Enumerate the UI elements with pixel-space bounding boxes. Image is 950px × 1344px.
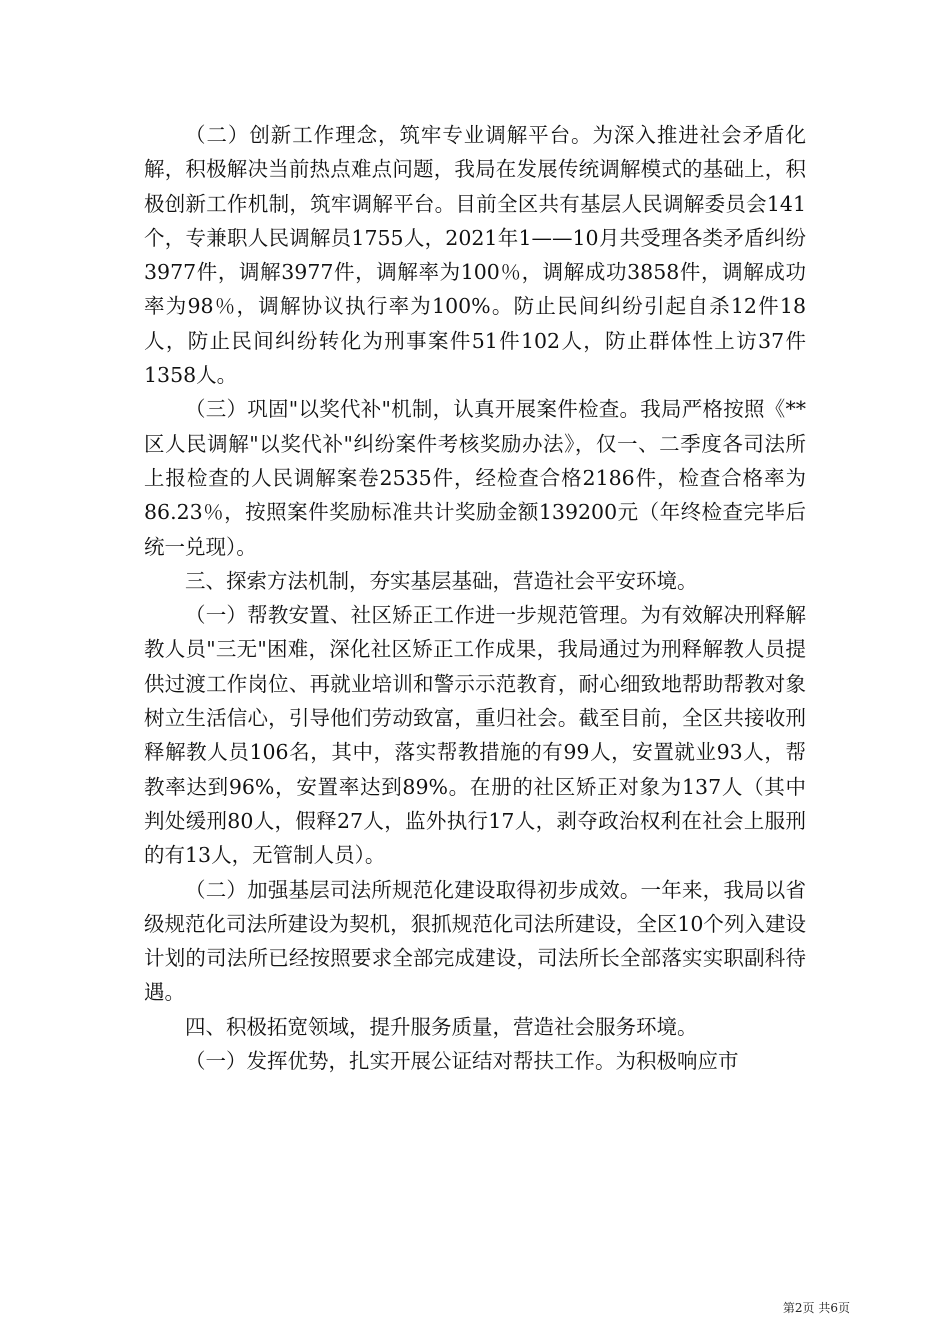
paragraph-community-correction: （一）帮教安置、社区矫正工作进一步规范管理。为有效解决刑释解教人员"三无"困难，深化社区矫正工作成果，我局通过为刑释解教人员提供过渡工作岗位、再就业培训和警示示范教育，耐心细致地帮助帮教对象树立生活信心，引导他们劳动致富，重归社会。截至目前，全区共接收刑释解教人员106名，其中，落实帮教措施的有99人，安置就业93人，帮教率达到96%，安置率达到89%。在册的社区矫正对象为137人（其中判处缓刑80人，假释27人，监外执行17人，剥夺政治权利在社会上服刑的有13人，无管制人员）。	[144, 603, 806, 868]
section-heading-three: 三、探索方法机制，夯实基层基础，营造社会平安环境。	[185, 568, 698, 593]
paragraph-judicial-office: （二）加强基层司法所规范化建设取得初步成效。一年来，我局以省级规范化司法所建设为契机，狠抓规范化司法所建设，全区10个列入建设计划的司法所已经按照要求全部完成建设，司法所长全部落实实职副科待遇。	[144, 877, 806, 1005]
section-heading-four: 四、积极拓宽领域，提升服务质量，营造社会服务环境。	[185, 1014, 698, 1039]
paragraph-mediation-platform: （二）创新工作理念，筑牢专业调解平台。为深入推进社会矛盾化解，积极解决当前热点难点问题，我局在发展传统调解模式的基础上，积极创新工作机制，筑牢调解平台。目前全区共有基层人民调解委员会141个，专兼职人民调解员1755人，2021年1——10月共受理各类矛盾纠纷3977件，调解3977件，调解率为100％，调解成功3858件，调解成功率为98％，调解协议执行率为100%。防止民间纠纷引起自杀12件18人，防止民间纠纷转化为刑事案件51件102人，防止群体性上访37件1358人。	[144, 123, 806, 388]
page-number: 第2页 共6页	[782, 1301, 850, 1315]
paragraph-reward-mechanism: （三）巩固"以奖代补"机制，认真开展案件检查。我局严格按照《**区人民调解"以奖代补"纠纷案件考核奖励办法》，仅一、二季度各司法所上报检查的人民调解案卷2535件，经检查合格2186件，检查合格率为86.23％，按照案件奖励标准共计奖励金额139200元（年终检查完毕后统一兑现）。	[144, 397, 806, 559]
paragraph-notary-assistance: （一）发挥优势，扎实开展公证结对帮扶工作。为积极响应市	[185, 1049, 739, 1074]
body-text	[144, 118, 806, 1078]
